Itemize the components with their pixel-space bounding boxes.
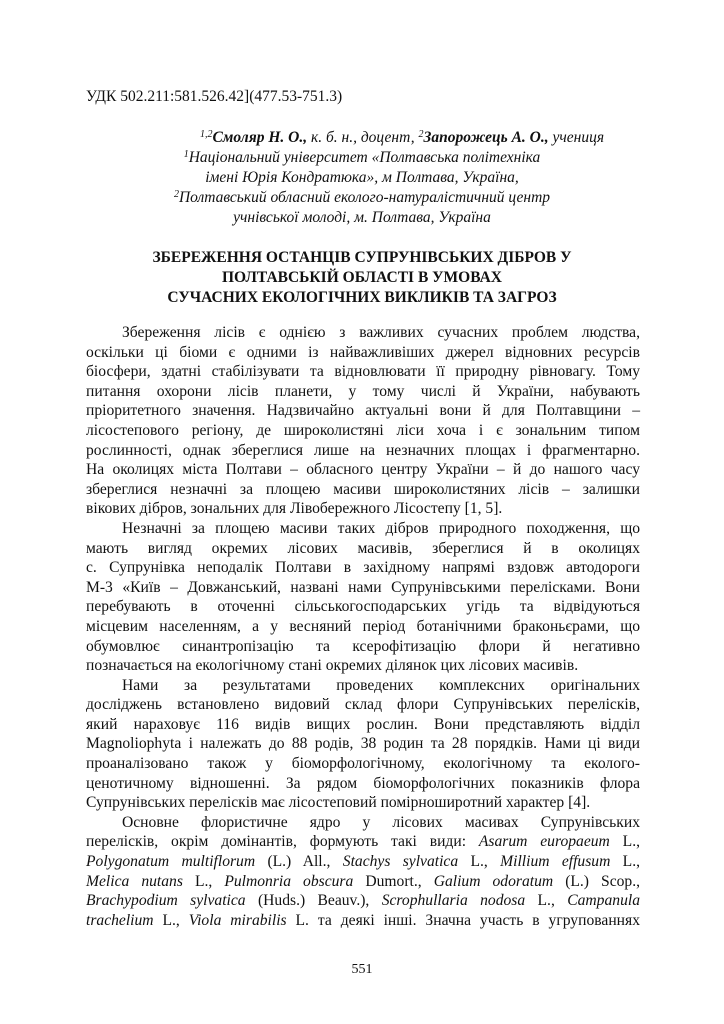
text-line: перебувають в оточенні сільськогосподарських угідь та відвідуються <box>86 598 640 616</box>
text-line: Збереження лісів є однією з важливих сучасних проблем людства, <box>122 324 640 341</box>
text-line: проаналізовано також у біоморфологічному, екологічному та еколого- <box>86 755 640 773</box>
paragraph <box>86 676 640 813</box>
text-line: Супрунівських перелісків має лісостеповий помірноширотний характер [4]. <box>86 794 591 812</box>
text-line: Нами за результатами проведених комплексних оригінальних <box>122 676 640 694</box>
text-line <box>86 891 640 911</box>
species-name: Galium odoratum <box>433 872 554 890</box>
text-run: L., <box>458 853 501 871</box>
author2-info: учениця <box>548 129 605 146</box>
text-run: L., <box>525 892 568 910</box>
text-line: збереглися незначні за площею масиви широколистяних лісів – залишки <box>86 480 640 498</box>
species-name: Brachypodium sylvatica <box>86 892 246 910</box>
text-run: перелісків, окрім домінантів, формують такі види: <box>86 833 479 851</box>
text-line: питання охорони лісів планети, у тому числі й України, набувають <box>86 382 640 400</box>
affiliation-1-line-2: імені Юрія Кондратюка», м Полтава, Україна, <box>205 169 519 186</box>
text-run: Основне флористичне ядро у лісових масивах Супрунівських <box>122 813 640 831</box>
text-line: оскільки ці біоми є одними із найважливіших джерел відновних ресурсів <box>86 343 640 361</box>
text-line: лісостепового регіону, де широколистяні ліси хоча і є зональним типом <box>86 421 640 439</box>
title-line: СУЧАСНИХ ЕКОЛОГІЧНИХ ВИКЛИКІВ ТА ЗАГРОЗ <box>167 289 557 306</box>
species-name: Stachys sylvatica <box>342 853 459 871</box>
text-run: Dumort., <box>353 872 434 890</box>
text-line <box>86 852 640 872</box>
species-name: Asarum europaeum <box>478 833 610 851</box>
text-line <box>86 813 640 833</box>
text-run: (L.) All., <box>255 853 343 871</box>
authors-block <box>0 128 724 228</box>
species-name: Polygonatum multiflorum <box>86 853 256 871</box>
text-run: (L.) Scop., <box>553 872 641 890</box>
text-line: Незначні за площею масиви таких дібров природного походження, що <box>122 519 640 537</box>
species-name: Pulmonria obscura <box>224 872 354 890</box>
paragraph <box>86 519 640 676</box>
species-name: Campanula <box>567 892 640 910</box>
affiliation-1-line-1: Національний університет «Полтавська політехніка <box>188 149 541 166</box>
article-body <box>86 323 640 930</box>
title-line: ПОЛТАВСЬКІЙ ОБЛАСТІ В УМОВАХ <box>222 269 502 286</box>
text-line: обумовлює синантропізацію та ксерофітизацію флори й негативно <box>86 637 640 655</box>
text-line: На околицях міста Полтави – обласного центру України – й до нашого часу <box>86 461 640 479</box>
text-line: позначається на екологічному стані окремих ділянок цих лісових масивів. <box>86 657 579 675</box>
text-run: L., <box>153 911 189 929</box>
affiliation-mark: 1 <box>183 149 189 160</box>
text-run: L., <box>610 853 640 871</box>
text-line: біосфери, здатні стабілізувати та відновлювати її природну рівновагу. Тому <box>86 363 640 381</box>
affiliation-2 <box>0 188 724 208</box>
paragraph <box>86 813 640 931</box>
author1-affiliation-mark: 1,2 <box>199 129 213 140</box>
species-name: Viola mirabilis <box>188 911 287 929</box>
text-line: пріоритетного значення. Надзвичайно актуальні вони й для Полтавщини – <box>86 402 640 420</box>
affiliation-1 <box>0 148 724 168</box>
affiliation-2-line-2: учнівської молоді, м. Полтава, Україна <box>233 209 491 226</box>
affiliation-2-line-1: Полтавський обласний еколого-натуралістичний центр <box>178 189 551 206</box>
authors-line <box>0 128 724 148</box>
author2-name: Запорожець А. О., <box>423 129 549 146</box>
article-title <box>0 248 724 308</box>
text-line: вікових дібров, зональних для Лівобережного Лісостепу [1, 5]. <box>86 500 503 518</box>
species-name: Scrophullaria nodosa <box>381 892 526 910</box>
udk-code: УДК 502.211:581.526.42](477.53-751.3) <box>86 88 343 105</box>
text-line: місцевим населенням, а у весняний період ботанічними браконьєрами, що <box>86 617 640 635</box>
text-line: мають вигляд окремих лісових масивів, збереглися й в околицях <box>86 539 640 557</box>
text-line: який нараховує 116 видів вищих рослин. Вони представляють відділ <box>86 715 640 733</box>
text-line: М-3 «Київ – Довжанський, названі нами Супрунівськими перелісками. Вони <box>86 578 640 596</box>
text-line: с. Супрунівка неподалік Полтави в західному напрямі вздовж автодороги <box>86 559 640 577</box>
affiliation-mark: 2 <box>173 189 179 200</box>
author2-affiliation-mark: 2 <box>418 129 424 140</box>
text-line: досліджень встановлено видовий склад флори Супрунівських перелісків, <box>86 696 640 714</box>
text-line <box>86 872 640 892</box>
text-line: ценотичному відношенні. За рядом біоморфологічних показників флора <box>86 774 640 792</box>
text-run: L., <box>182 872 225 890</box>
author1-info: к. б. н., доцент, <box>307 129 419 146</box>
text-line <box>86 911 640 931</box>
text-line: Magnoliophyta і належать до 88 родів, 38 родин та 28 порядків. Нами ці види <box>86 735 640 753</box>
text-run: (Huds.) Beauv.), <box>245 892 382 910</box>
text-run: L., <box>609 833 640 851</box>
title-line: ЗБЕРЕЖЕННЯ ОСТАНЦІВ СУПРУНІВСЬКИХ ДІБРОВ У <box>152 249 572 266</box>
text-line: рослинності, однак збереглися лише на незначних площах і фрагментарно. <box>86 441 640 459</box>
species-name: Melica nutans <box>86 872 183 890</box>
species-name: trachelium <box>86 911 154 929</box>
text-run: L. та деякі інші. Значна участь в угрупованнях <box>286 911 640 929</box>
text-line <box>86 832 640 852</box>
author1-name: Смоляр Н. О., <box>212 129 308 146</box>
page-number: 551 <box>351 962 373 977</box>
species-name: Millium effusum <box>500 853 611 871</box>
paragraph <box>86 323 640 519</box>
